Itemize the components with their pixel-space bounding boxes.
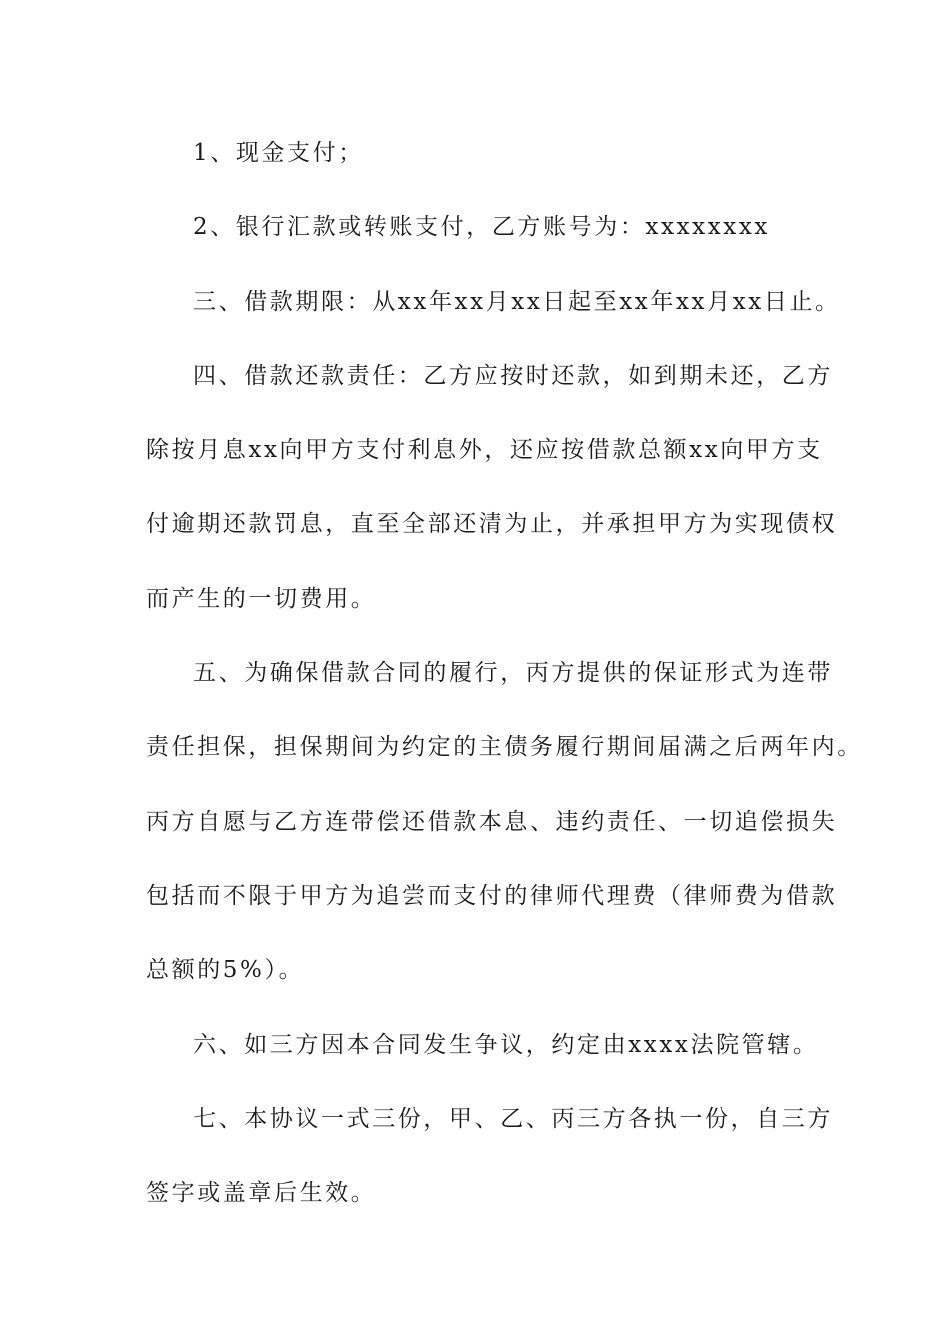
clause-4-line-1: 四、借款还款责任：乙方应按时还款，如到期未还，乙方 <box>193 363 833 389</box>
clause-7-line-2: 签字或盖章后生效。 <box>146 1180 377 1206</box>
clause-5-line-4: 包括而不限于甲方为追尝而支付的律师代理费（律师费为借款 <box>146 883 838 909</box>
clause-4-line-3: 付逾期还款罚息，直至全部还清为止，并承担甲方为实现债权 <box>146 511 838 537</box>
clause-6-jurisdiction: 六、如三方因本合同发生争议，约定由xxxx法院管辖。 <box>193 1032 819 1058</box>
payment-method-cash: 1、现金支付； <box>193 140 364 166</box>
clause-4-line-4: 而产生的一切费用。 <box>146 586 377 612</box>
clause-5-line-1: 五、为确保借款合同的履行，丙方提供的保证形式为连带 <box>193 660 833 686</box>
clause-5-line-2: 责任担保，担保期间为约定的主债务履行期间届满之后两年内。 <box>146 734 863 760</box>
clause-3-loan-term: 三、借款期限：从xx年xx月xx日起至xx年xx月xx日止。 <box>193 289 841 315</box>
payment-method-bank-transfer: 2、银行汇款或转账支付，乙方账号为：xxxxxxxx <box>193 214 771 240</box>
clause-7-line-1: 七、本协议一式三份，甲、乙、丙三方各执一份，自三方 <box>193 1106 833 1132</box>
clause-5-line-5: 总额的5%）。 <box>146 957 305 983</box>
clause-5-line-3: 丙方自愿与乙方连带偿还借款本息、违约责任、一切追偿损失 <box>146 809 838 835</box>
clause-4-line-2: 除按月息xx向甲方支付利息外，还应按借款总额xx向甲方支 <box>146 437 823 463</box>
